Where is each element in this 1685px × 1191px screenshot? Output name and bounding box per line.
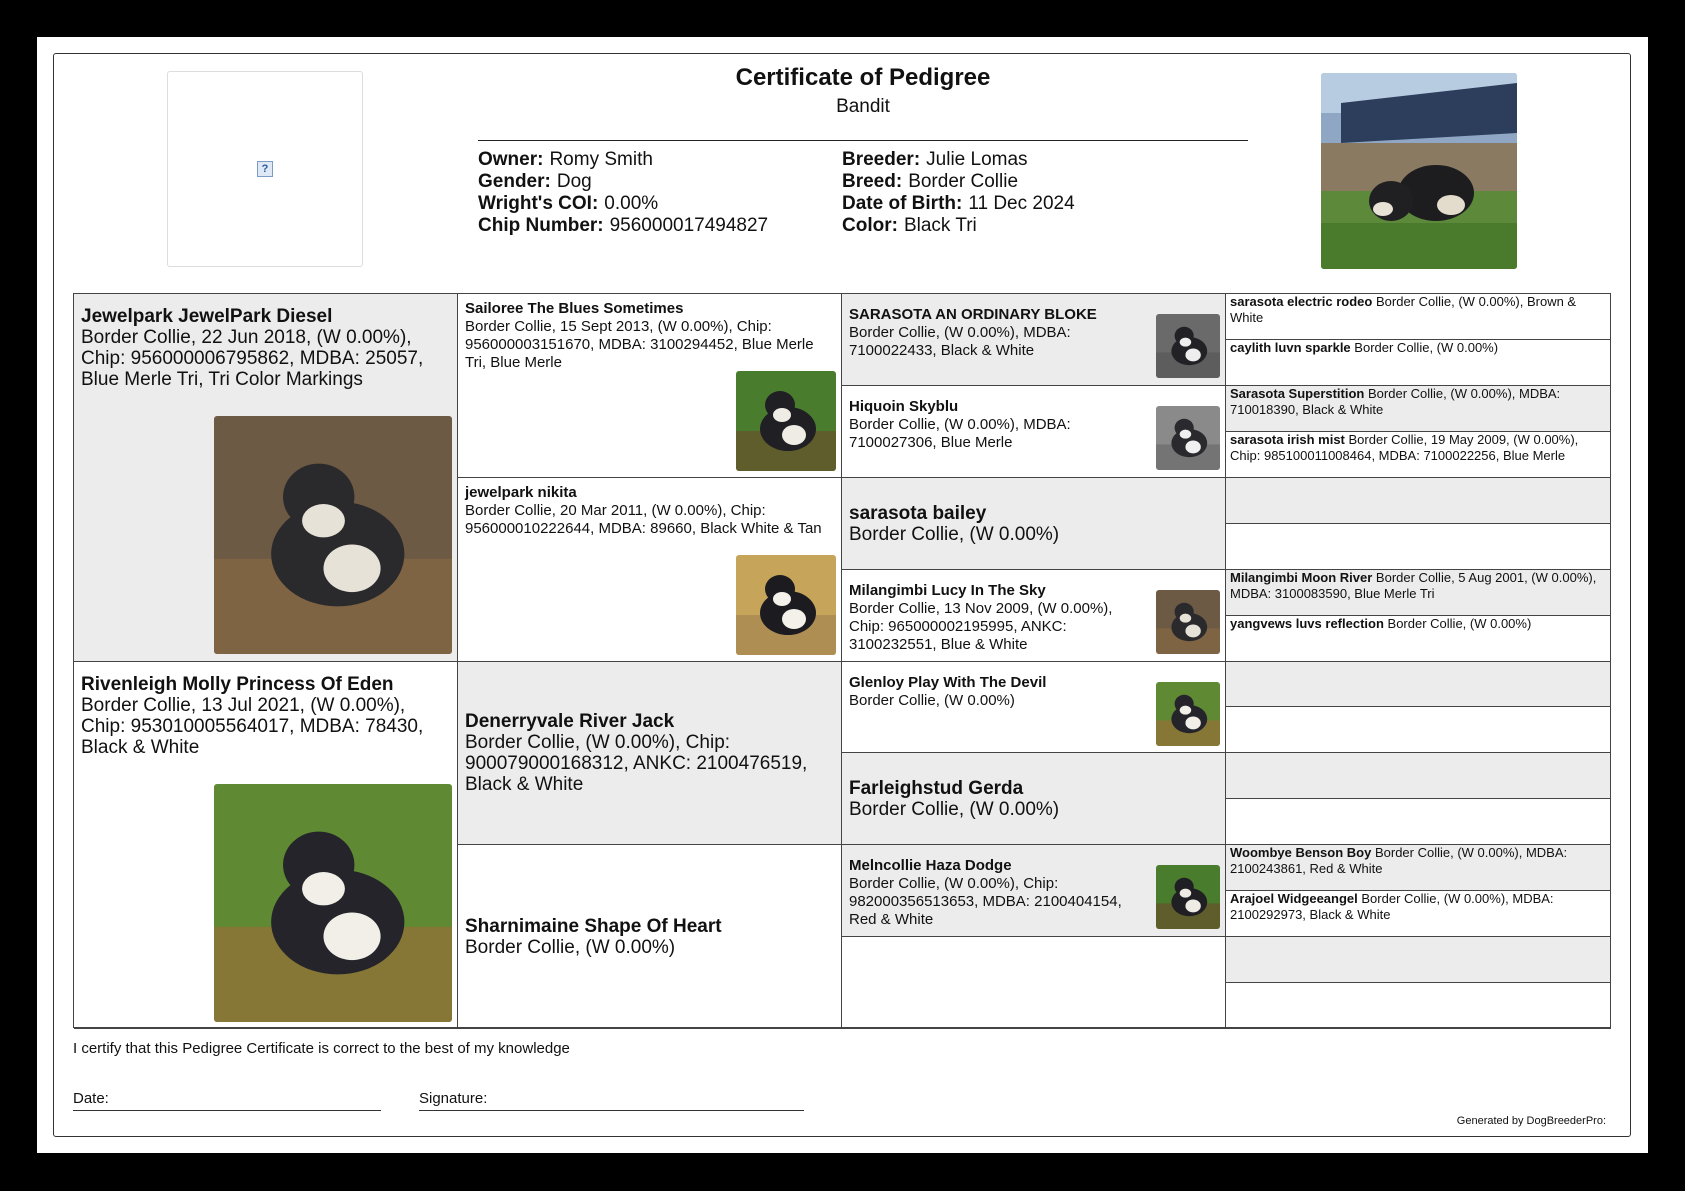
pedigree-cell-gen3 [842,294,1226,386]
dog-entry [458,662,841,846]
dog-entry-details: Border Collie, 19 May 2009, (W 0.00%), Chip: 985100011008464, MDBA: 7100022256, Blue Merle [1230,431,1579,463]
page-title: Certificate of Pedigree [735,64,991,91]
pedigree-cell-gen4 [1226,662,1611,708]
dog-entry [458,294,841,378]
dog-entry-text [1230,845,1606,877]
pedigree-cell-gen3 [842,386,1226,478]
dog-entry-text [849,582,1129,654]
dog-entry-name: Milangimbi Moon River [1230,569,1373,585]
dog-entry-name: Jewelpark JewelPark Diesel [81,306,333,327]
dog-entry-details: Border Collie, (W 0.00%) [1387,615,1532,631]
dog-entry [1226,570,1610,602]
breed-value: Border Collie [908,171,1019,192]
dog-entry-text [465,711,834,795]
dog-entry-name: Melncollie Haza Dodge [849,857,1012,875]
pedigree-cell-gen1 [74,294,458,662]
dog-entry-details: Border Collie, (W 0.00%) [465,937,676,959]
dog-entry-details: Border Collie, (W 0.00%), Chip: 982000356513653, MDBA: 2100404154, Red & White [849,875,1122,929]
dog-entry-text [1230,570,1606,602]
dog-photo [736,371,836,471]
dog-entry-details: Border Collie, 13 Jul 2021, (W 0.00%), Chip: 953010005564017, MDBA: 78430, Black & White [81,694,424,758]
certification-statement: I certify that this Pedigree Certificate is correct to the best of my knowledge [73,1040,570,1057]
pedigree-cell-gen4 [1226,478,1611,524]
dog-entry-text [81,674,450,758]
dog-entry [1226,891,1610,923]
dog-entry-text [849,503,1218,545]
dog-entry [1226,432,1610,464]
dog-entry [1226,294,1610,326]
dob-row: Date of Birth: 11 Dec 2024 [842,193,1075,214]
breeder-logo [167,71,363,267]
dog-photo [214,784,452,1022]
dog-entry-name: Arajoel Widgeeangel [1230,891,1358,907]
dog-entry-text [849,674,1129,710]
dog-entry-text [81,306,450,390]
pedigree-cell-gen4 [1226,386,1611,432]
breed-row: Breed: Border Collie [842,171,1019,192]
pedigree-cell-gen4 [1226,845,1611,891]
pedigree-cell-gen3 [842,478,1226,570]
dog-entry [458,478,841,544]
dog-entry-details: Border Collie, (W 0.00%), MDBA: 710018390, Black & White [1230,385,1561,417]
owner-row: Owner: Romy Smith [478,149,653,170]
dog-entry-details: Border Collie, 20 Mar 2011, (W 0.00%), Chip: 956000010222644, MDBA: 89660, Black White & Tan [465,501,822,537]
dog-entry [842,753,1225,845]
dog-entry-details: Border Collie, (W 0.00%) [849,799,1060,821]
dog-name: Bandit [836,96,890,117]
coi-value: 0.00% [604,193,659,214]
chip-row: Chip Number: 956000017494827 [478,215,769,236]
color-value: Black Tri [903,215,977,236]
dog-entry-details: Border Collie, (W 0.00%), MDBA: 7100022433, Black & White [849,324,1071,359]
certificate-header [478,61,1248,119]
signature-line [419,1110,804,1111]
dog-entry-name: yangvews luvs reflection [1230,615,1384,631]
dog-entry [842,478,1225,570]
dog-photo [736,555,836,655]
dog-entry [74,294,457,402]
dog-entry-details: Border Collie, (W 0.00%), Chip: 900079000168312, ANKC: 2100476519, Black & White [465,732,808,796]
dog-photo [1156,406,1220,470]
coi-row: Wright's COI: 0.00% [478,193,659,214]
breeder-row: Breeder: Julie Lomas [842,149,1028,170]
dob-value: 11 Dec 2024 [968,193,1075,214]
dog-entry [1226,386,1610,418]
dog-entry-text [849,398,1129,452]
dog-photo [1156,314,1220,378]
dog-entry-name: Glenloy Play With The Devil [849,673,1047,691]
dog-entry-name: sarasota bailey [849,502,987,524]
pedigree-cell-gen3 [842,662,1226,754]
dog-entry-text [1230,294,1606,326]
dog-entry-name: sarasota electric rodeo [1230,294,1373,309]
pedigree-cell-gen3 [842,753,1226,845]
dog-photo [214,416,452,654]
dog-entry-name: SARASOTA AN ORDINARY BLOKE [849,306,1097,323]
certificate-page [37,37,1648,1153]
header-divider [478,140,1248,141]
pedigree-cell-gen4 [1226,983,1611,1029]
dog-entry-text [465,484,834,538]
dog-photo [1156,682,1220,746]
pedigree-cell-gen4 [1226,707,1611,753]
dog-entry-name: Milangimbi Lucy In The Sky [849,581,1046,599]
pedigree-cell-gen4 [1226,616,1611,662]
dog-entry [1226,616,1610,632]
dog-entry-name: Woombye Benson Boy [1230,845,1372,861]
pedigree-cell-gen1 [74,662,458,1030]
gender-row: Gender: Dog [478,171,592,192]
dog-entry-name: Rivenleigh Molly Princess Of Eden [81,673,394,695]
pedigree-cell-gen4 [1226,937,1611,983]
pedigree-cell-gen4 [1226,753,1611,799]
pedigree-cell-gen4 [1226,570,1611,616]
dog-entry-name: Sarasota Superstition [1230,385,1365,401]
dog-photo [1156,865,1220,929]
pedigree-cell-gen4 [1226,340,1611,386]
dog-entry-text [849,857,1129,929]
gender-value: Dog [556,171,592,192]
dog-entry-details: Border Collie, 15 Sept 2013, (W 0.00%), Chip: 956000003151670, MDBA: 3100294452, Blue Merle Tri, Blue Merle [465,318,814,371]
color-row: Color: Black Tri [842,215,977,236]
dog-entry-name: caylith luvn sparkle [1230,339,1351,355]
dog-entry-text [465,300,834,372]
dog-entry [74,662,457,770]
pedigree-cell-gen2 [458,294,842,478]
dog-entry-name: Sharnimaine Shape Of Heart [465,916,722,938]
dog-entry-details: Border Collie, (W 0.00%), Brown & White [1230,294,1577,325]
pedigree-cell-gen2 [458,478,842,662]
dog-entry-name: jewelpark nikita [465,483,577,501]
dog-entry-details: Border Collie, 5 Aug 2001, (W 0.00%), MDBA: 3100083590, Blue Merle Tri [1230,569,1597,601]
dog-entry-details: Border Collie, 22 Jun 2018, (W 0.00%), Chip: 956000006795862, MDBA: 25057, Blue Merle Tri, Tri Color Markings [81,327,424,390]
date-label: Date: [73,1090,109,1107]
pedigree-cell-gen4 [1226,294,1611,340]
dog-entry-name: Hiquoin Skyblu [849,397,959,415]
dog-entry [1226,340,1610,356]
dog-entry-details: Border Collie, (W 0.00%), MDBA: 2100292973, Black & White [1230,891,1554,923]
dog-entry [1226,845,1610,877]
pedigree-cell-gen2 [458,845,842,1029]
dog-entry-text [1230,891,1606,923]
dog-entry-text [849,306,1129,360]
dog-entry-details: Border Collie, (W 0.00%), MDBA: 7100027306, Blue Merle [849,415,1071,451]
dog-entry-details: Border Collie, 13 Nov 2009, (W 0.00%), Chip: 965000002195995, ANKC: 3100232551, Blue & White [849,599,1113,653]
pedigree-cell-gen4 [1226,799,1611,845]
dog-entry-name: Denerryvale River Jack [465,711,675,733]
owner-value: Romy Smith [549,149,653,170]
generated-by: Generated by DogBreederPro: [1456,1115,1606,1127]
dog-entry-details: Border Collie, (W 0.00%) [1354,339,1499,355]
broken-image-icon: ? [257,161,273,177]
pedigree-cell-gen3 [842,937,1226,1029]
dog-info-right [842,149,1075,237]
pedigree-cell-gen2 [458,662,842,846]
dog-entry-name: Sailoree The Blues Sometimes [465,300,684,317]
pedigree-grid [73,293,1611,1028]
dog-entry-details: Border Collie, (W 0.00%) [849,523,1060,545]
dog-entry [458,845,841,1029]
chip-value: 956000017494827 [609,215,769,236]
dog-entry-name: Farleighstud Gerda [849,778,1024,800]
dog-photo [1156,590,1220,654]
main-dog-photo [1321,73,1517,269]
pedigree-cell-gen4 [1226,891,1611,937]
pedigree-cell-gen3 [842,845,1226,937]
dog-entry-name: sarasota irish mist [1230,431,1345,447]
dog-entry-text [1230,616,1531,632]
signature-label: Signature: [419,1090,488,1107]
dog-entry-text [1230,386,1606,418]
pedigree-cell-gen3 [842,570,1226,662]
breeder-value: Julie Lomas [926,149,1028,170]
dog-entry-details: Border Collie, (W 0.00%), MDBA: 2100243861, Red & White [1230,845,1568,877]
date-line [73,1110,381,1111]
pedigree-cell-gen4 [1226,524,1611,570]
dog-entry-text [465,916,834,958]
dog-entry-text [849,778,1218,820]
pedigree-cell-gen4 [1226,432,1611,478]
dog-entry-text [1230,432,1606,464]
dog-entry-text [1230,340,1498,356]
dog-entry-details: Border Collie, (W 0.00%) [849,691,1015,709]
dog-info-left [478,149,768,237]
